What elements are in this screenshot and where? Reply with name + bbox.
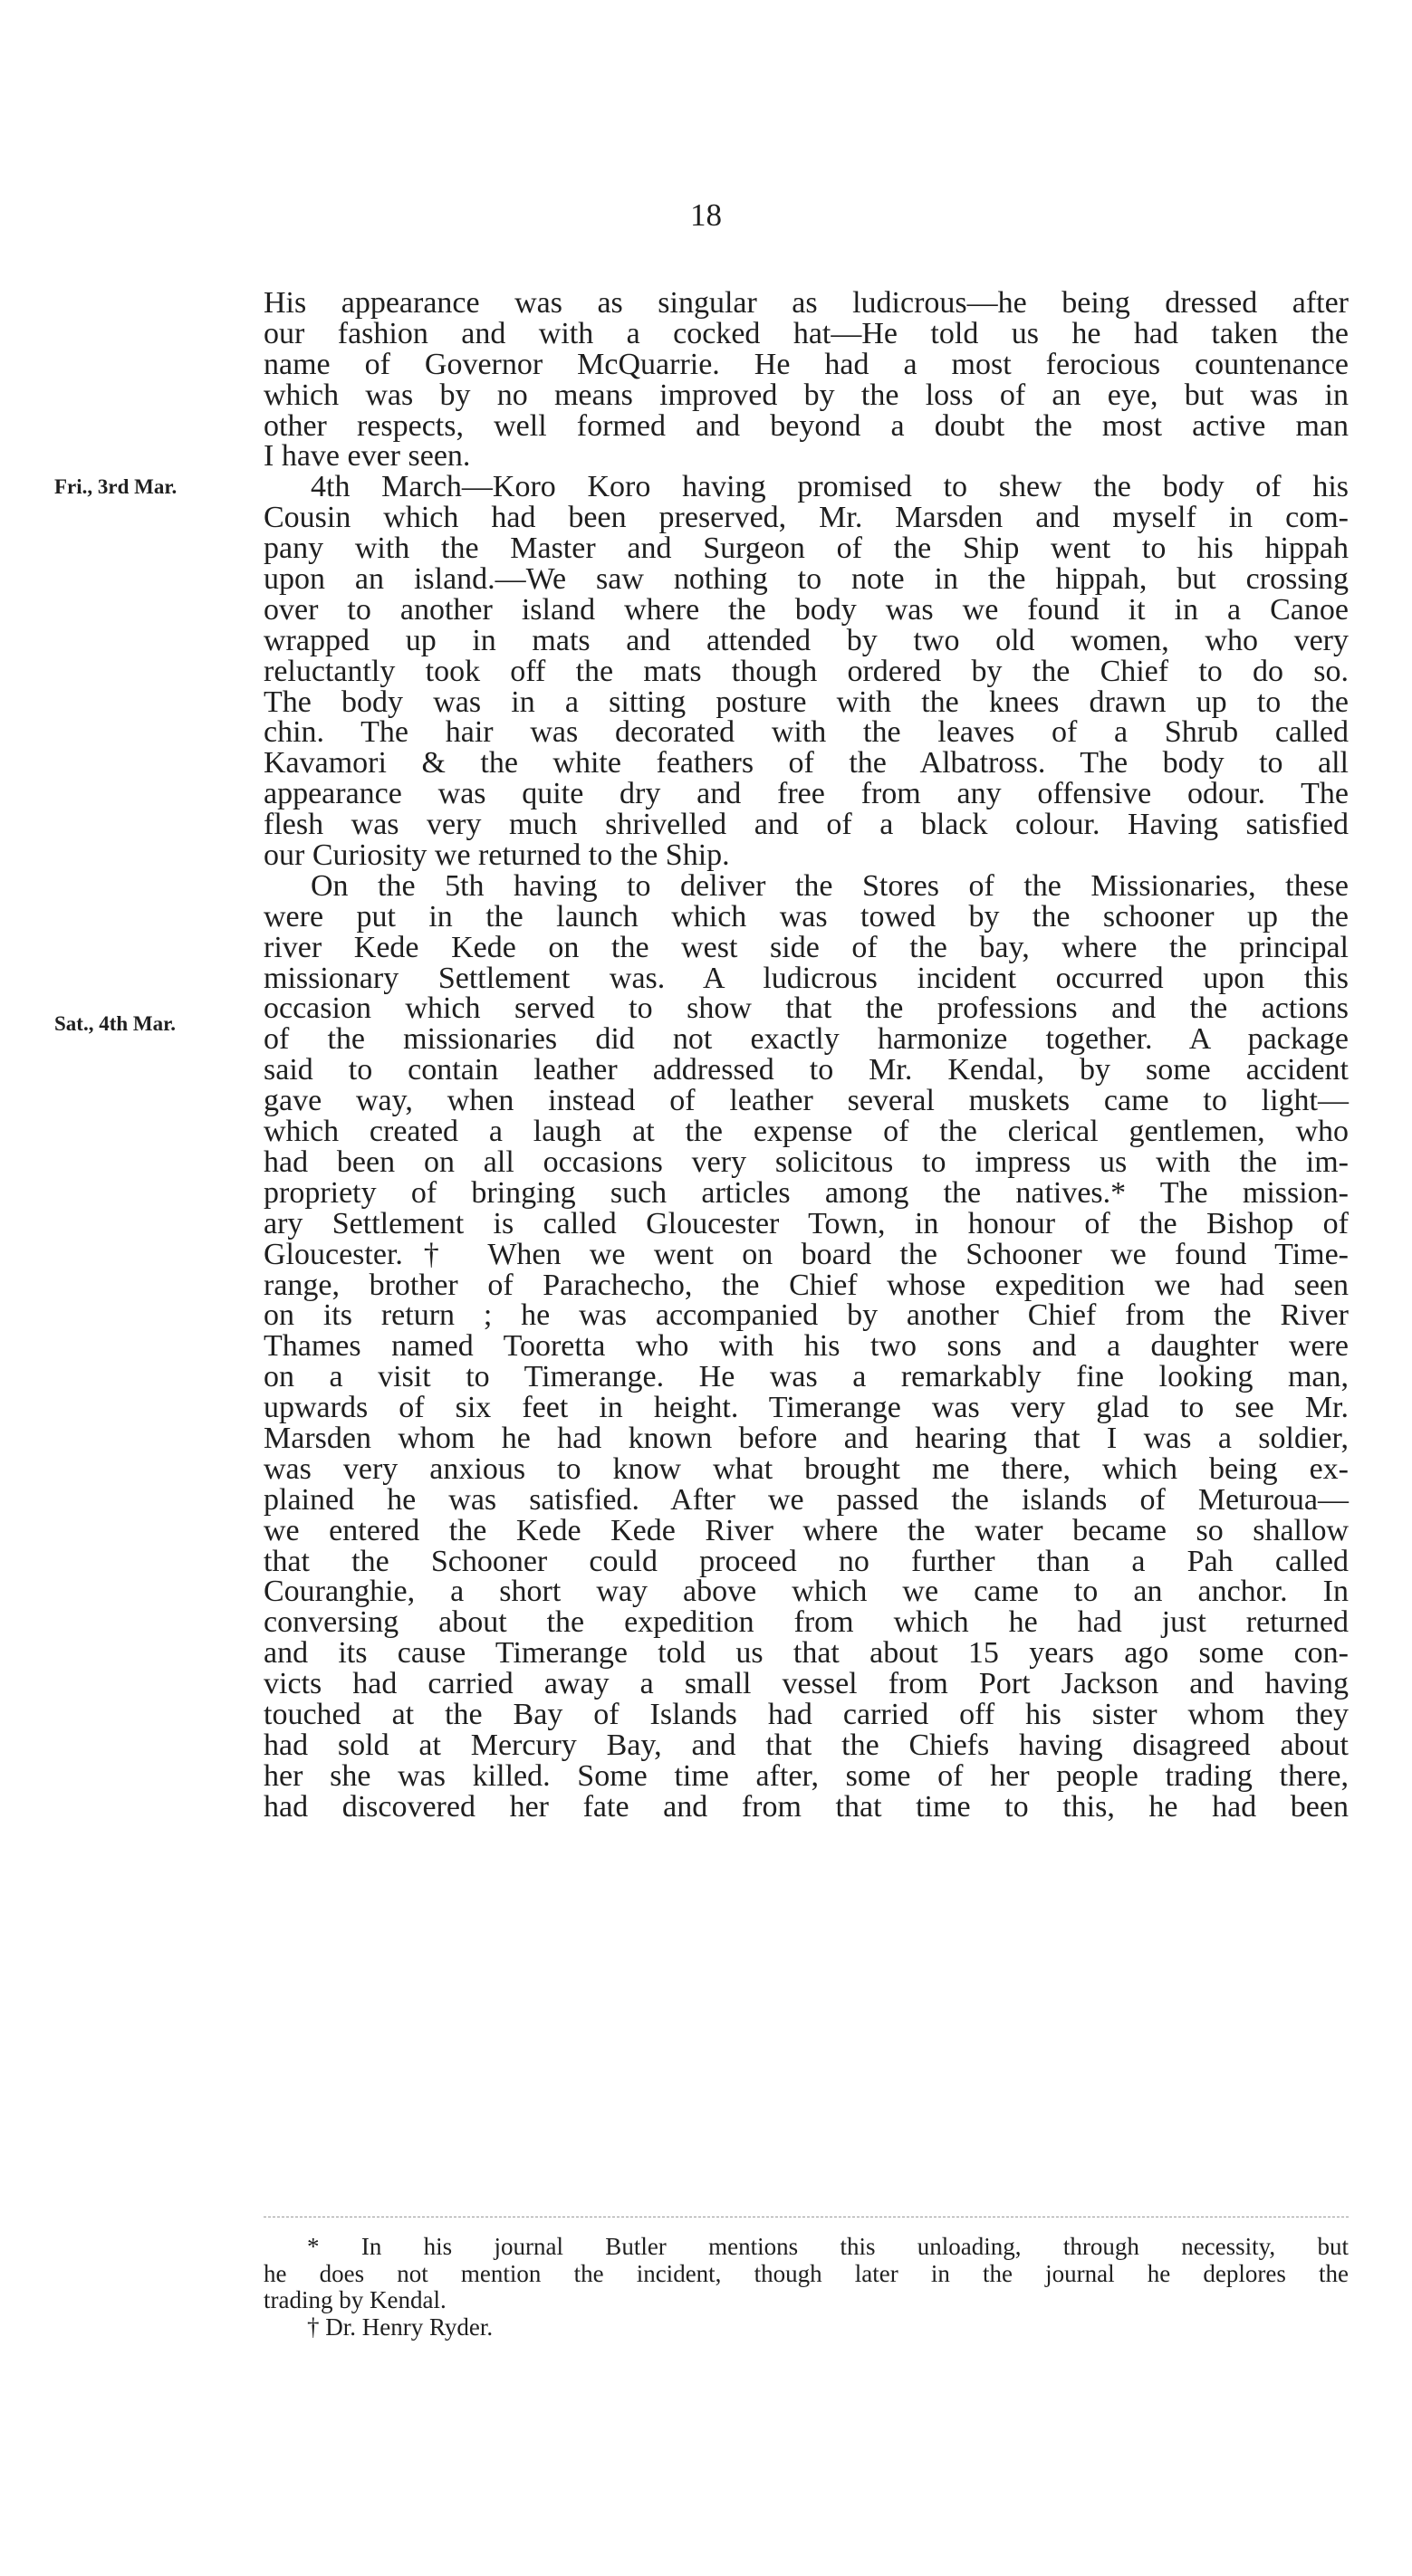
body-line: on a visit to Timerange. He was a remarkably fine looking man, (264, 1360, 1349, 1394)
body-line: her she was killed. Some time after, some of her people trading there, (264, 1758, 1349, 1793)
body-line: On the 5th having to deliver the Stores of the Missionaries, these (311, 868, 1349, 903)
body-line: flesh was very much shrivelled and of a black colour. Having satisfied (264, 808, 1349, 842)
body-line: other respects, well formed and beyond a doubt the most active man (264, 408, 1349, 443)
body-line: Couranghie, a short way above which we came to an anchor. In (264, 1575, 1349, 1609)
body-line: ary Settlement is called Gloucester Town, in honour of the Bishop of (264, 1206, 1349, 1240)
body-text (264, 288, 1349, 1823)
body-line: Thames named Tooretta who with his two sons and a daughter were (264, 1329, 1349, 1364)
body-line: and its cause Timerange told us that about 15 years ago some con- (264, 1636, 1349, 1671)
body-line: upon an island.—We saw nothing to note in the hippah, but crossing (264, 562, 1349, 597)
body-line: river Kede Kede on the west side of the bay, where the principal (264, 930, 1349, 964)
margin-note-sat-4th-mar: Sat., 4th Mar. (54, 1012, 176, 1035)
body-line: upwards of six feet in height. Timerange was very glad to see Mr. (264, 1391, 1349, 1425)
body-line: over to another island where the body was we found it in a Canoe (264, 592, 1349, 627)
body-line: had discovered her fate and from that time to this, he had been (264, 1789, 1349, 1824)
body-line: that the Schooner could proceed no further than a Pah called (264, 1544, 1349, 1578)
body-line: which created a laugh at the expense of the clerical gentlemen, who (264, 1115, 1349, 1149)
body-line: wrapped up in mats and attended by two old women, who very (264, 623, 1349, 657)
footnote-line: he does not mention the incident, though later in the journal he deplores the (264, 2259, 1349, 2287)
body-line: range, brother of Parachecho, the Chief whose expedition we had seen (264, 1268, 1349, 1302)
body-line: propriety of bringing such articles among the natives.* The mission- (264, 1175, 1349, 1210)
body-line: had sold at Mercury Bay, and that the Chiefs having disagreed about (264, 1728, 1349, 1762)
body-line: missionary Settlement was. A ludicrous incident occurred upon this (264, 961, 1349, 995)
body-line: victs had carried away a small vessel from Port Jackson and having (264, 1667, 1349, 1701)
body-line: The body was in a sitting posture with the knees drawn up to the (264, 685, 1349, 719)
footnote-line: † Dr. Henry Ryder. (307, 2313, 494, 2341)
body-line: conversing about the expedition from which he had just returned (264, 1605, 1349, 1640)
page-number: 18 (690, 197, 722, 233)
body-line: Cousin which had been preserved, Mr. Marsden and myself in com- (264, 501, 1349, 535)
body-line: our Curiosity we returned to the Ship. (264, 838, 730, 873)
body-line: gave way, when instead of leather several muskets came to light— (264, 1084, 1349, 1118)
body-line: on its return ; he was accompanied by another Chief from the River (264, 1298, 1349, 1333)
body-line: we entered the Kede Kede River where the water became so shallow (264, 1513, 1349, 1547)
body-line: were put in the launch which was towed by the schooner up the (264, 899, 1349, 934)
body-line: pany with the Master and Surgeon of the Ship went to his hippah (264, 531, 1349, 566)
body-line: was very anxious to know what brought me there, which being ex- (264, 1451, 1349, 1486)
margin-note-fri-3rd-mar: Fri., 3rd Mar. (54, 475, 178, 498)
footnote-line: * In his journal Butler mentions this unloading, through necessity, but (307, 2233, 1349, 2260)
body-line: plained he was satisfied. After we passed the islands of Meturoua— (264, 1482, 1349, 1517)
footnote-line: trading by Kendal. (264, 2286, 447, 2314)
body-line: reluctantly took off the mats though ordered by the Chief to do so. (264, 654, 1349, 688)
body-line: of the missionaries did not exactly harmonize together. A package (264, 1022, 1349, 1057)
footnotes (264, 2234, 1349, 2341)
body-line: I have ever seen. (264, 439, 471, 474)
body-line: appearance was quite dry and free from any offensive odour. The (264, 777, 1349, 811)
body-line: Marsden whom he had known before and hearing that I was a soldier, (264, 1421, 1349, 1455)
body-line: Gloucester.† When we went on board the Schooner we found Time- (264, 1237, 1349, 1271)
body-line: which was by no means improved by the loss of an eye, but was in (264, 378, 1349, 412)
body-line: name of Governor McQuarrie. He had a most ferocious countenance (264, 347, 1349, 381)
body-line: 4th March—Koro Koro having promised to shew the body of his (311, 470, 1349, 504)
body-line: had been on all occasions very solicitous to impress us with the im- (264, 1144, 1349, 1179)
body-line: Kavamori & the white feathers of the Albatross. The body to all (264, 746, 1349, 780)
body-line: said to contain leather addressed to Mr. Kendal, by some accident (264, 1053, 1349, 1087)
body-line: chin. The hair was decorated with the leaves of a Shrub called (264, 715, 1349, 750)
body-line: His appearance was as singular as ludicrous—he being dressed after (264, 286, 1349, 320)
body-line: occasion which served to show that the professions and the actions (264, 991, 1349, 1026)
body-line: touched at the Bay of Islands had carried off his sister whom they (264, 1697, 1349, 1731)
body-line: our fashion and with a cocked hat—He told us he had taken the (264, 316, 1349, 350)
